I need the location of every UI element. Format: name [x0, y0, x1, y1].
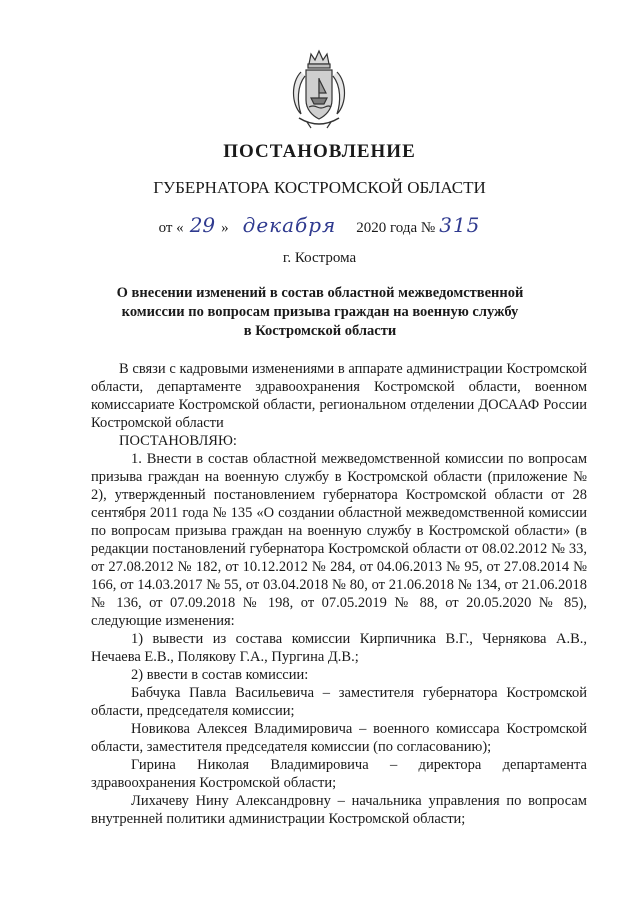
heading-line: О внесении изменений в состав областной межведомственной — [116, 285, 524, 301]
body-paragraph: Лихачеву Нину Александровну – начальника управления по вопросам внутренней политики администрации Костромской области; — [91, 793, 587, 827]
document-number: 315 — [439, 213, 481, 237]
heading-line: комиссии по вопросам призыва граждан на военную службу — [121, 304, 519, 320]
document-title: ПОСТАНОВЛЕНИЕ — [223, 141, 416, 162]
date-prefix: от « — [158, 220, 184, 236]
body-paragraph: 1. Внести в состав областной межведомственной комиссии по вопросам призыва граждан на военную службу в Костромской области (приложение № 2), утвержденный постановлением губернатора Костромской области от 28 сентября 2011 года № 135 «О создании областной межведомственной комиссии по вопросам призыва граждан на военную службу в Костромской области» (в редакции постановлений губернатора Костромской области от 08.02.2012 № 33, от 27.08.2012 № 182, от 10.12.2012 № 284, от 04.06.2013 № 95, от 27.08.2014 № 166, от 14.03.2017 № 55, от 03.04.2018 № 80, от 21.06.2018 № 134, от 21.06.2018 № 136, от 07.09.2018 № 198, от 07.05.2019 № 88, от 20.05.2020 № 85), следующие изменения: — [91, 451, 587, 629]
date-year: 2020 года № — [356, 220, 436, 236]
date-mid: » — [221, 220, 229, 236]
document-body — [91, 360, 587, 828]
document-city: г. Кострома — [282, 250, 357, 266]
body-paragraph: ПОСТАНОВЛЯЮ: — [119, 433, 237, 449]
body-paragraph: В связи с кадровыми изменениями в аппарате администрации Костромской области, департаменте здравоохранения Костромской области, военном комиссариате Костромской области, региональном отделении ДОСААФ России Костромской области — [91, 361, 587, 431]
document-dateline — [0, 213, 639, 237]
kostroma-coat-of-arms-icon — [287, 48, 351, 132]
body-paragraph: 1) вывести из состава комиссии Кирпичника В.Г., Чернякова А.В., Нечаева Е.В., Полякову Г.А., Пургина Д.В.; — [91, 631, 587, 665]
body-paragraph: Бабчука Павла Васильевича – заместителя губернатора Костромской области, председателя комиссии; — [91, 685, 587, 719]
heading-line: в Костромской области — [243, 323, 397, 339]
body-paragraph: 2) ввести в состав комиссии: — [131, 667, 309, 683]
date-day: 29 — [189, 213, 216, 237]
body-paragraph: Новикова Алексея Владимировича – военного комиссара Костромской области, заместителя председателя комиссии (по согласованию); — [91, 721, 587, 755]
document-heading — [100, 284, 540, 341]
date-month: декабря — [242, 213, 337, 237]
body-paragraph: Гирина Николая Владимировича – директора департамента здравоохранения Костромской области; — [91, 757, 587, 791]
issuer-subtitle: ГУБЕРНАТОРА КОСТРОМСКОЙ ОБЛАСТИ — [153, 178, 486, 197]
